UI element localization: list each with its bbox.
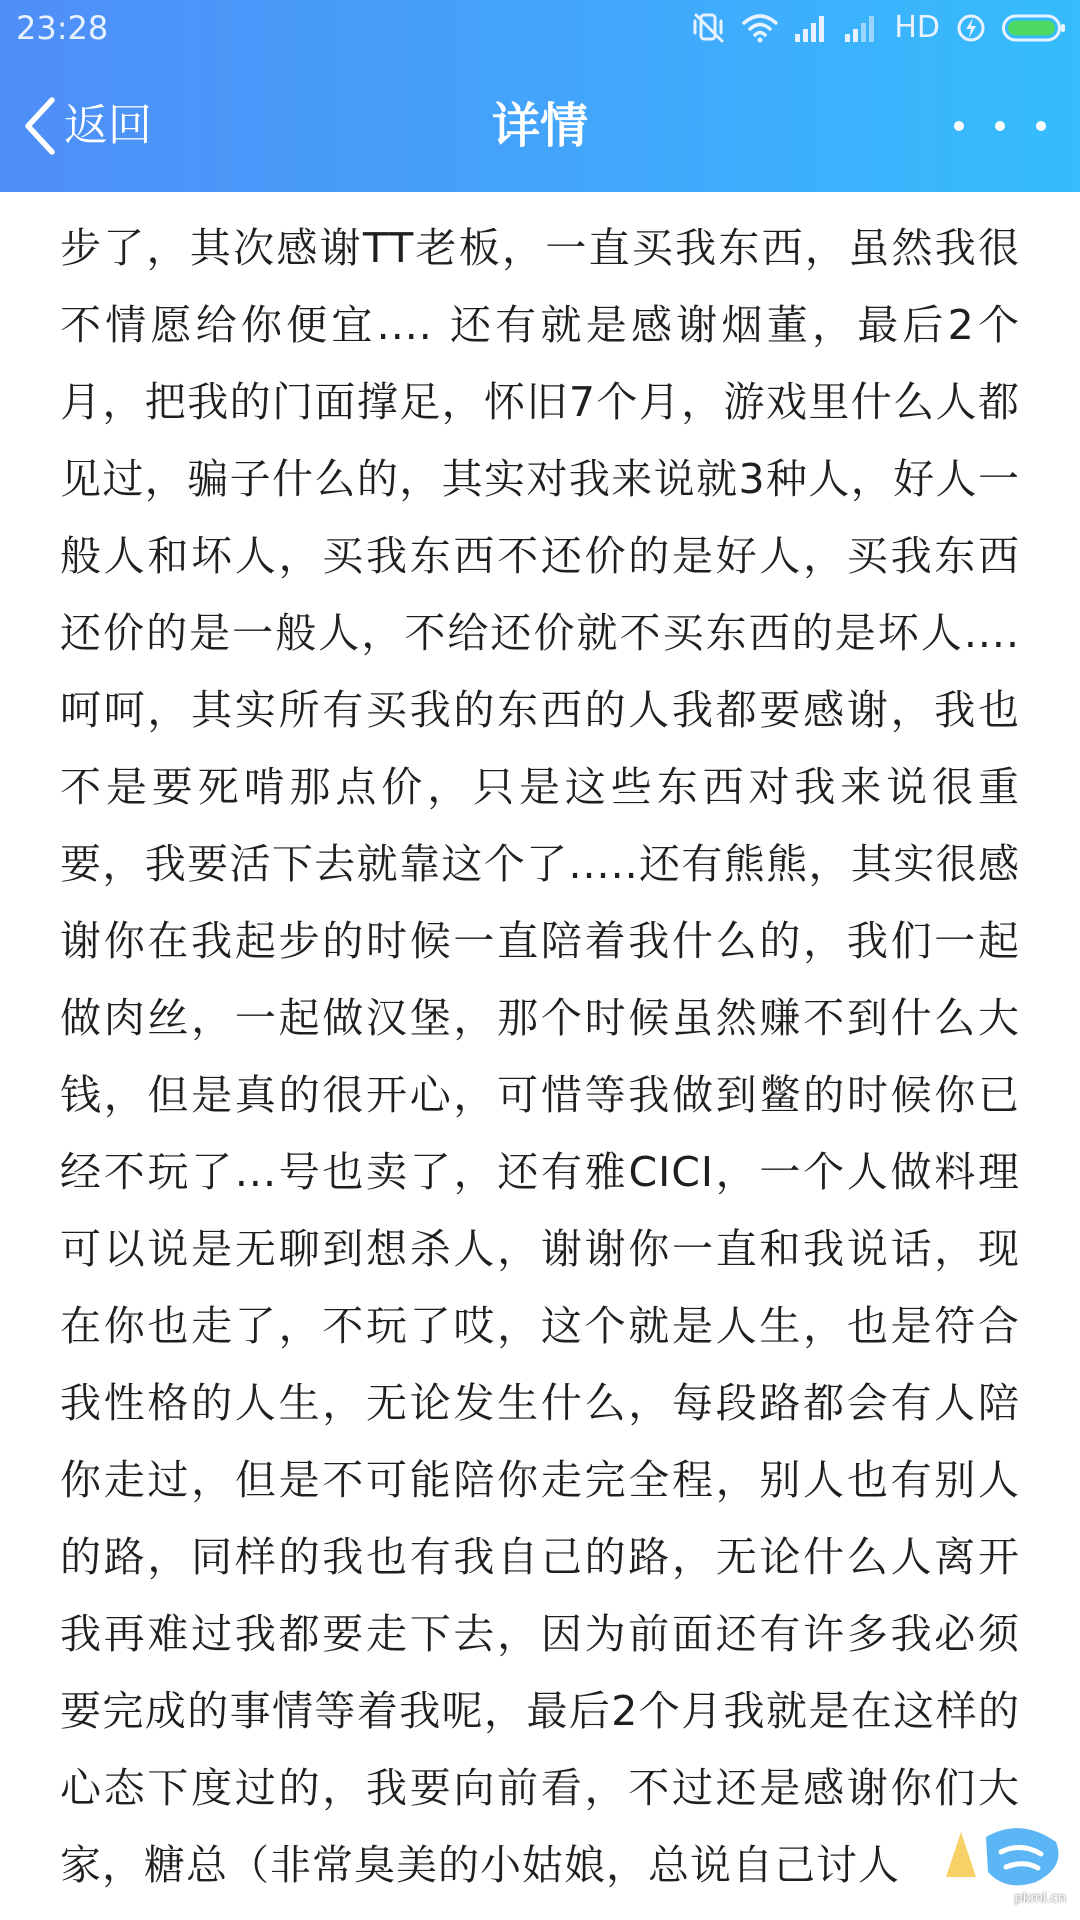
site-watermark [926, 1822, 1076, 1906]
article-body: 步了，其次感谢TT老板，一直买我东西，虽然我很不情愿给你便宜.... 还有就是感谢烟董，最后2个月，把我的门面撑足，怀旧7个月，游戏里什么人都见过，骗子什么的，其实对我来说就3种人，好人一般人和坏人，买我东西不还价的是好人，买我东西还价的是一般人，不给还价就不买东西的是坏人....呵呵，其实所有买我的东西的人我都要感谢，我也不是要死啃那点价，只是这些东西对我来说很重要，我要活下去就靠这个了.....还有熊熊，其实很感谢你在我起步的时候一直陪着我什么的，我们一起做肉丝，一起做汉堡，那个时候虽然赚不到什么大钱，但是真的很开心，可惜等我做到鳖的时候你已经不玩了...号也卖了，还有雅CICI，一个人做料理可以说是无聊到想杀人，谢谢你一直和我说话，现在你也走了，不玩了哎，这个就是人生，也是符合我性格的人生，无论发生什么，每段路都会有人陪你走过，但是不可能陪你走完全程，别人也有别人的路，同样的我也有我自己的路，无论什么人离开我再难过我都要走下去，因为前面还有许多我必须要完成的事情等着我呢，最后2个月我就是在这样的心态下度过的，我要向前看，不过还是感谢你们大家，糖总（非常臭美的小姑娘，总说自己讨人 [60, 224, 1020, 1889]
back-button[interactable] [20, 90, 152, 162]
nav-bar [0, 72, 1080, 180]
wifi-icon [742, 13, 778, 43]
page-title: 详情 [491, 98, 588, 154]
more-icon-dot [995, 121, 1005, 131]
status-time: 23:28 [16, 9, 109, 47]
more-button[interactable] [954, 106, 1046, 146]
battery-icon [1002, 13, 1066, 43]
app-header [0, 0, 1080, 192]
signal-icon [794, 14, 828, 42]
charging-icon [956, 13, 986, 43]
chevron-left-icon [20, 96, 60, 156]
back-label: 返回 [64, 100, 152, 151]
article-content [60, 210, 1020, 1920]
watermark-logo-icon [926, 1822, 1076, 1892]
more-icon-dot [1036, 121, 1046, 131]
status-bar [0, 0, 1080, 56]
network-type-label: HD [894, 10, 940, 45]
more-icon [954, 121, 964, 131]
watermark-site-label: pkml.cn [1014, 1891, 1066, 1906]
signal-icon [844, 14, 878, 42]
mute-vibrate-icon [692, 11, 726, 45]
status-icons [692, 8, 1066, 48]
